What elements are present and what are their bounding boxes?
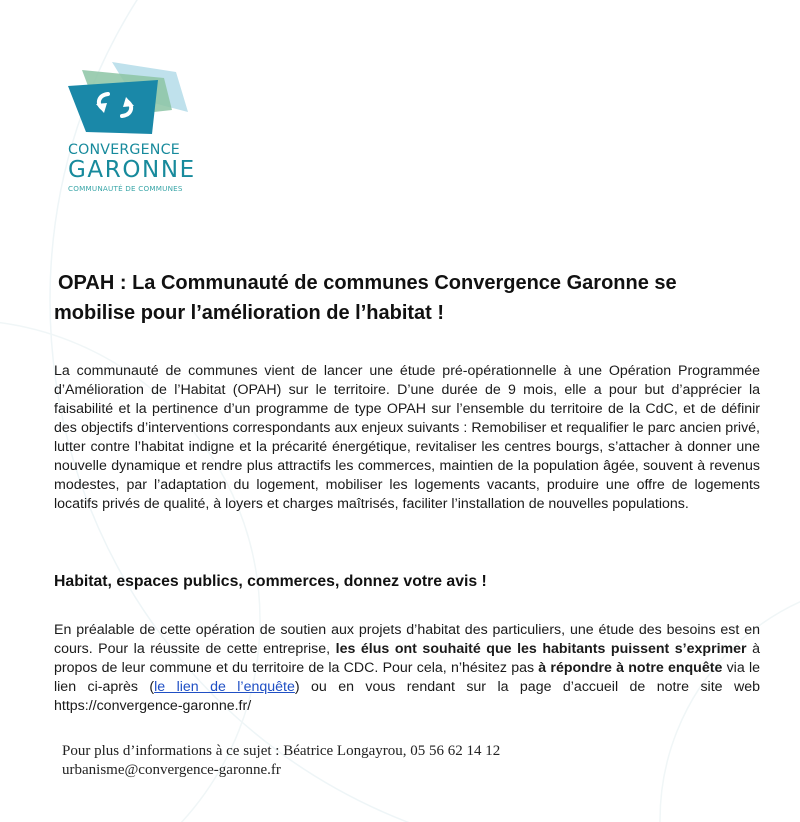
page-title xyxy=(54,268,766,328)
survey-text-4: ) ou en vous rendant sur la page d’accueil de notre site web https://convergence-garonne.fr/ xyxy=(54,679,760,714)
survey-text-1: En préalable de cette opération de soutien aux projets d’habitat des particuliers, une étude des besoins est en cours. Pour la réussite de cette entreprise, xyxy=(54,622,760,657)
logo-name-line1: CONVERGENCE xyxy=(68,142,180,158)
survey-text-3: via le lien ci-après ( xyxy=(54,660,760,695)
survey-link[interactable]: le lien de l’enquête xyxy=(154,679,295,695)
section-heading: Habitat, espaces publics, commerces, donnez votre avis ! xyxy=(54,573,487,590)
survey-paragraph xyxy=(54,621,760,716)
page-title-line1: OPAH : La Communauté de communes Convergence Garonne se xyxy=(58,272,677,294)
survey-bold-2: à répondre à notre enquête xyxy=(538,660,723,676)
logo xyxy=(60,58,200,192)
page-title-line2: mobilise pour l’amélioration de l’habitat ! xyxy=(54,302,445,324)
contact-email: urbanisme@convergence-garonne.fr xyxy=(62,762,281,778)
logo-subtitle: COMMUNAUTÉ DE COMMUNES xyxy=(68,184,183,193)
intro-paragraph: La communauté de communes vient de lancer une étude pré-opérationnelle à une Opération Programmée d’Amélioration de l’Habitat (OPAH) sur le territoire. D’une durée de 9 mois, elle a pour but d’apprécier la faisabilité et la pertinence d’un programme de type OPAH sur l’ensemble du territoire de la CdC, et de définir des objectifs d’interventions correspondants aux enjeux suivants : Remobiliser et requalifier le parc ancien privé, lutter contre l’habitat indigne et la précarité énergétique, revitaliser les centres bourgs, s’attacher à donner une nouvelle dynamique et rendre plus attractifs les commerces, maintien de la population âgée, souvent à revenus modestes, par l’adaptation du logement, mobiliser les logements vacants, produire une offre de logements locatifs privés de qualité, à loyers et charges maîtrisés, faciliter l’installation de nouvelles populations. xyxy=(54,363,760,512)
logo-name-line2: GARONNE xyxy=(68,157,196,183)
contact-info xyxy=(62,742,762,780)
survey-bold-1: les élus ont souhaité que les habitants puissent s’exprimer xyxy=(335,641,747,657)
contact-line: Pour plus d’informations à ce sujet : Béatrice Longayrou, 05 56 62 14 12 xyxy=(62,743,501,759)
survey-text-2: à propos de leur commune et du territoire de la CDC. Pour cela, n’hésitez pas xyxy=(54,641,761,676)
logo-mark-icon xyxy=(60,58,200,148)
